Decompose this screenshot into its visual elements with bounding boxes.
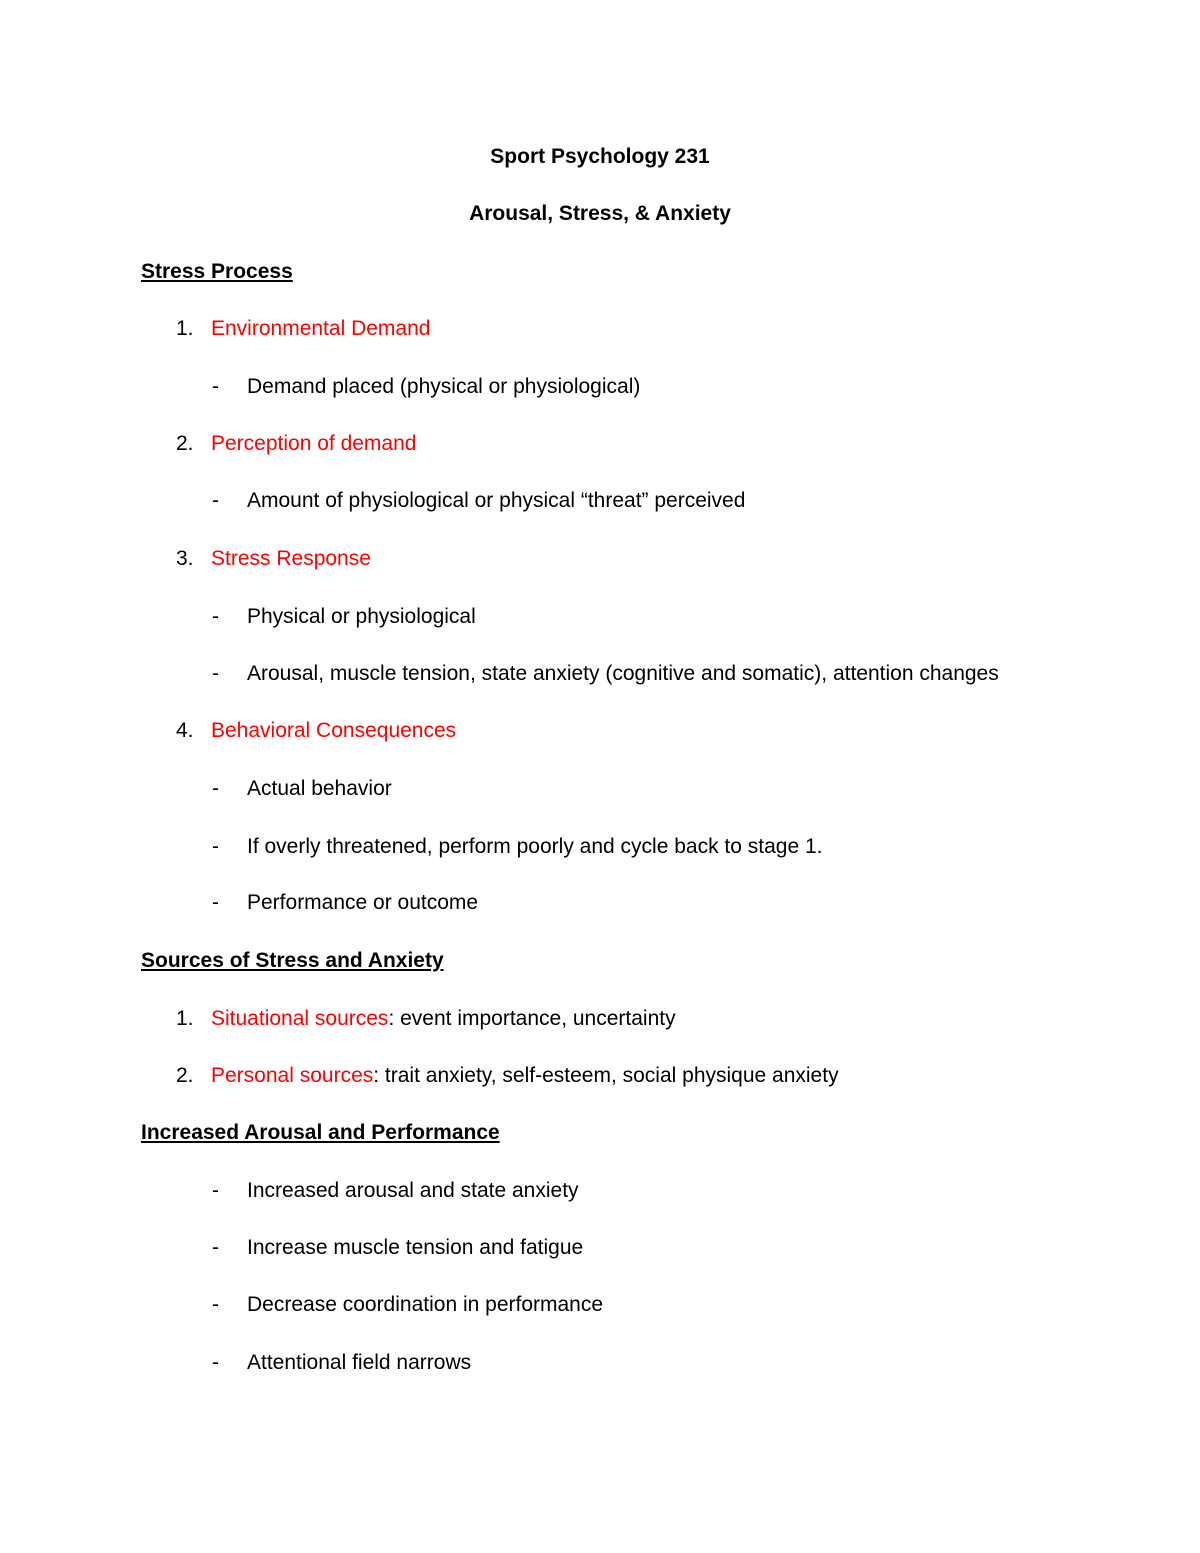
bullet-item: - Attentional field narrows <box>212 1351 472 1374</box>
section-heading-arousal-performance: Increased Arousal and Performance <box>141 1121 500 1144</box>
list-item-behavioral-consequences: 4. Behavioral Consequences <box>176 719 457 742</box>
list-item-environmental-demand: 1. Environmental Demand <box>176 317 431 340</box>
document-subtitle: Arousal, Stress, & Anxiety <box>469 202 731 225</box>
list-item-perception-of-demand: 2. Perception of demand <box>176 432 417 455</box>
list-item-stress-response: 3. Stress Response <box>176 547 371 570</box>
bullet-item: - Arousal, muscle tension, state anxiety (cognitive and somatic), attention changes <box>212 662 999 685</box>
bullet-item: - Increased arousal and state anxiety <box>212 1179 579 1202</box>
section-heading-sources: Sources of Stress and Anxiety <box>141 949 444 972</box>
bullet-item: - Demand placed (physical or physiological) <box>212 375 641 398</box>
section-heading-stress-process: Stress Process <box>141 260 293 283</box>
list-item-situational-sources: 1. Situational sources: event importance, uncertainty <box>176 1007 676 1030</box>
document-title: Sport Psychology 231 <box>490 145 710 168</box>
bullet-item: - Decrease coordination in performance <box>212 1293 604 1316</box>
bullet-item: - Amount of physiological or physical “threat” perceived <box>212 489 746 512</box>
bullet-item: - Physical or physiological <box>212 605 476 628</box>
bullet-item: - Performance or outcome <box>212 891 479 914</box>
bullet-item: - Increase muscle tension and fatigue <box>212 1236 584 1259</box>
list-item-personal-sources: 2. Personal sources: trait anxiety, self-esteem, social physique anxiety <box>176 1064 839 1087</box>
bullet-item: - Actual behavior <box>212 777 392 800</box>
bullet-item: - If overly threatened, perform poorly and cycle back to stage 1. <box>212 835 823 858</box>
